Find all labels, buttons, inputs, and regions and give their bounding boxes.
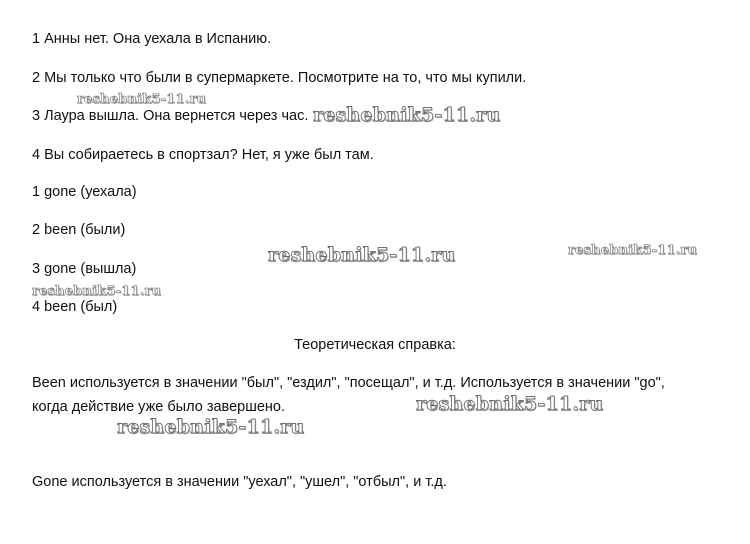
- theory-gone: Gone используется в значении "уехал", "ушел", "отбыл", и т.д.: [32, 474, 447, 490]
- answer-3: 3 gone (вышла): [32, 261, 137, 277]
- watermark: reshebnik5-11.ru: [313, 104, 501, 126]
- sentence-3: 3 Лаура вышла. Она вернется через час.: [32, 108, 309, 124]
- theory-been-line-2: когда действие уже было завершено.: [32, 399, 285, 415]
- watermark: reshebnik5-11.ru: [268, 244, 456, 266]
- answer-1: 1 gone (уехала): [32, 184, 137, 200]
- answer-2: 2 been (были): [32, 222, 126, 238]
- watermark: reshebnik5-11.ru: [117, 416, 305, 438]
- answer-4: 4 been (был): [32, 299, 118, 315]
- watermark: reshebnik5-11.ru: [568, 243, 698, 258]
- sentence-4: 4 Вы собираетесь в спортзал? Нет, я уже был там.: [32, 147, 374, 163]
- theory-heading: Теоретическая справка:: [294, 337, 456, 353]
- sentence-2: 2 Мы только что были в супермаркете. Посмотрите на то, что мы купили.: [32, 70, 527, 86]
- watermark: reshebnik5-11.ru: [77, 92, 207, 107]
- watermark: reshebnik5-11.ru: [416, 393, 604, 415]
- theory-been-line-1: Been используется в значении "был", "ездил", "посещал", и т.д. Используется в значении "go",: [32, 375, 665, 391]
- sentence-1: 1 Анны нет. Она уехала в Испанию.: [32, 31, 272, 47]
- watermark: reshebnik5-11.ru: [32, 284, 162, 299]
